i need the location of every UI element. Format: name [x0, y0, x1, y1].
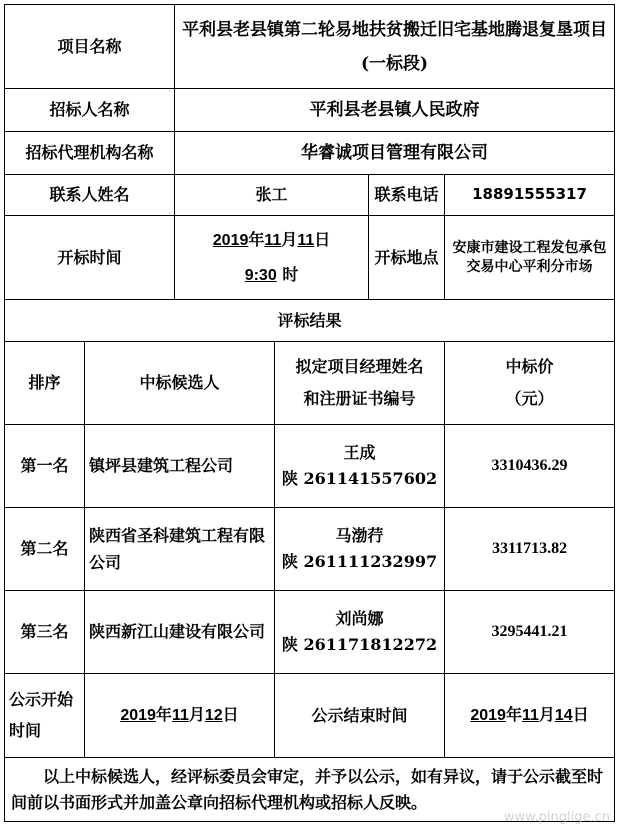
opening-day: 11: [297, 231, 315, 249]
publicity-end-year: 2019: [470, 707, 506, 725]
watermark: www.pinglige.cn: [503, 810, 610, 825]
project-row: [5, 5, 615, 89]
row-price: 3310436.29: [445, 425, 615, 508]
publicity-start-year-unit: 年: [155, 705, 172, 725]
opening-row: [5, 216, 615, 300]
table-row: [5, 591, 615, 674]
opening-clock: 9:30: [244, 266, 277, 284]
agent-value: 华睿诚项目管理有限公司: [175, 132, 615, 175]
result-heading: 评标结果: [5, 300, 615, 342]
project-name-value: 平利县老县镇第二轮易地扶贫搬迁旧宅基地腾退复垦项目(一标段): [175, 5, 615, 89]
publicity-start-year: 2019: [120, 707, 156, 725]
opening-month: 11: [264, 231, 282, 249]
result-header-row: [5, 342, 615, 425]
opening-time-label: 开标时间: [5, 216, 175, 300]
row-rank: 第一名: [5, 425, 85, 508]
publicity-start-label: 公示开始时间: [5, 674, 85, 758]
row-rank: 第二名: [5, 508, 85, 591]
bid-info-table: [4, 4, 615, 822]
header-rank: 排序: [5, 342, 85, 425]
publicity-end-month: 11: [521, 707, 539, 725]
opening-month-unit: 月: [281, 229, 298, 249]
publicity-end-label: 公示结束时间: [275, 674, 445, 758]
contact-row: [5, 175, 615, 216]
row-manager: [275, 425, 445, 508]
project-name-label: 项目名称: [5, 5, 175, 89]
publicity-end-day-unit: 日: [572, 705, 589, 725]
publicity-end-month-unit: 月: [538, 705, 555, 725]
publicity-start-month: 11: [171, 707, 189, 725]
row-manager: [275, 591, 445, 674]
tenderer-row: [5, 89, 615, 132]
header-manager-line2: 和注册证书编号: [303, 389, 416, 408]
agent-label: 招标代理机构名称: [5, 132, 175, 175]
agent-row: [5, 132, 615, 175]
publicity-end-value: [445, 674, 615, 758]
opening-day-unit: 日: [314, 229, 331, 249]
publicity-end-year-unit: 年: [505, 705, 522, 725]
header-price: [445, 342, 615, 425]
row-manager-cert: 陕 261171812272: [281, 635, 438, 654]
publicity-row: [5, 674, 615, 758]
row-manager-name: 王成: [343, 443, 376, 463]
row-candidate: 陕西新江山建设有限公司: [85, 591, 275, 674]
row-price: 3295441.21: [445, 591, 615, 674]
opening-clock-unit: 时: [282, 264, 299, 284]
publicity-start-day-unit: 日: [222, 705, 239, 725]
result-heading-row: [5, 300, 615, 342]
opening-place-label: 开标地点: [369, 216, 445, 300]
tenderer-label: 招标人名称: [5, 89, 175, 132]
contact-phone-label: 联系电话: [369, 175, 445, 216]
header-manager: [275, 342, 445, 425]
table-row: [5, 425, 615, 508]
row-manager-name: 刘尚娜: [335, 609, 384, 629]
contact-name-label: 联系人姓名: [5, 175, 175, 216]
row-manager-name: 马渤荇: [335, 526, 384, 546]
publicity-start-month-unit: 月: [188, 705, 205, 725]
row-manager: [275, 508, 445, 591]
row-candidate: 镇坪县建筑工程公司: [85, 425, 275, 508]
row-rank: 第三名: [5, 591, 85, 674]
notice-text: 以上中标候选人，经评标委员会审定，并予以公示，如有异议，请于公示截至时间前以书面形式并加盖公章向招标代理机构或招标人反映。: [5, 758, 615, 822]
opening-time-value: [175, 216, 369, 300]
contact-name-value: 张工: [175, 175, 369, 216]
publicity-end-day: 14: [554, 707, 573, 725]
header-price-line2: （元）: [505, 389, 554, 408]
table-row: [5, 508, 615, 591]
header-candidate: 中标候选人: [85, 342, 275, 425]
row-manager-cert: 陕 261111232997: [281, 552, 438, 571]
tenderer-value: 平利县老县镇人民政府: [175, 89, 615, 132]
header-price-line1: 中标价: [505, 357, 554, 376]
opening-year-unit: 年: [248, 229, 265, 249]
publicity-start-day: 12: [204, 707, 223, 725]
row-candidate: 陕西省圣科建筑工程有限公司: [85, 508, 275, 591]
bid-result-notice: [4, 4, 614, 827]
contact-phone-value: 18891555317: [445, 175, 615, 216]
publicity-start-value: [85, 674, 275, 758]
row-manager-cert: 陕 261141557602: [281, 469, 438, 488]
row-price: 3311713.82: [445, 508, 615, 591]
opening-place-value: 安康市建设工程发包承包交易中心平利分市场: [445, 216, 615, 300]
header-manager-line1: 拟定项目经理姓名: [295, 357, 424, 376]
opening-year: 2019: [212, 231, 249, 249]
